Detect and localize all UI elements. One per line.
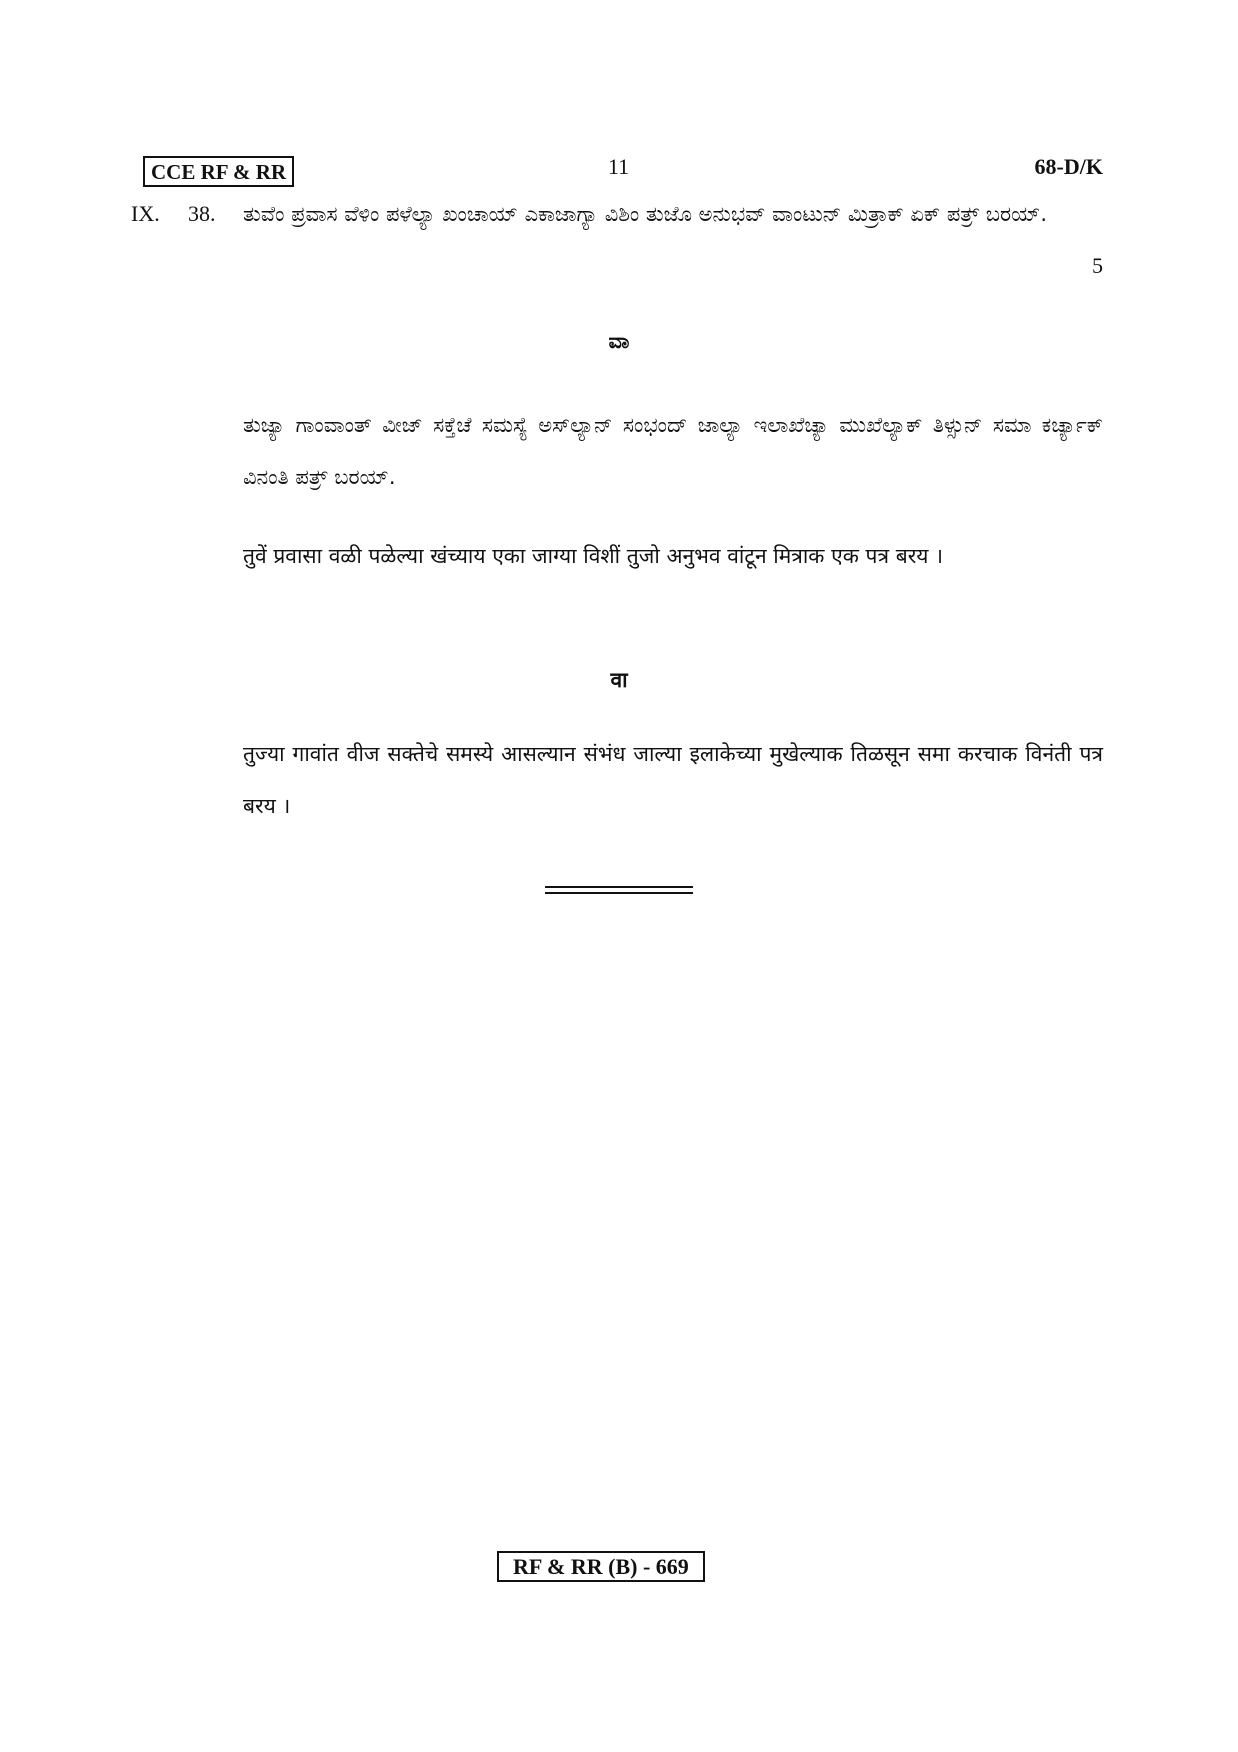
- or-separator-kannada: ವಾ: [608, 329, 630, 353]
- footer-code-box: RF & RR (B) - 669: [497, 1551, 705, 1582]
- rule-line-bottom: [545, 892, 693, 894]
- alternative-text-devanagari: तुज्या गावांत वीज सक्तेचे समस्ये आसल्यान संभंध जाल्या इलाकेच्या मुखेल्याक तिळसून समा करचाक विनंती पत्र बरय ।: [243, 742, 1103, 818]
- paper-code: 68-D/K: [1034, 154, 1103, 179]
- rule-line-top: [545, 886, 693, 888]
- question-number: 38.: [188, 201, 216, 226]
- end-of-section-rule: [545, 886, 693, 898]
- question-text-devanagari: तुवें प्रवासा वळी पळेल्या खंच्याय एका जाग्या विशीं तुजो अनुभव वांटून मित्राक एक पत्र बरय ।: [243, 544, 944, 568]
- page-number: 11: [608, 154, 630, 179]
- question-marks: 5: [1092, 253, 1103, 278]
- question-text-kannada-script: ತುವೆಂ ಪ್ರವಾಸ ವೆಳಿಂ ಪಳೆಲ್ಯಾ ಖಂಚಾಯ್ ಎಕಾಜಾಗ್ಯಾ ವಿಶಿಂ ತುಜೊ ಅನುಭವ್ ವಾಂಟುನ್ ಮಿತ್ರಾಕ್ ಏಕ್ ಪತ್ರ್ ಬರಯ್.: [243, 202, 1048, 226]
- exam-code-box: CCE RF & RR: [143, 156, 294, 187]
- section-number: IX.: [131, 201, 160, 226]
- alternative-text-kannada-script: ತುಜ್ಯಾ ಗಾಂವಾಂತ್ ವೀಜ್ ಸಕ್ತೆಚೆ ಸಮಸ್ಯೆ ಅಸ್‌ಲ್ಯಾನ್ ಸಂಭಂದ್ ಜಾಲ್ಯಾ ಇಲಾಖೆಚ್ಯಾ ಮುಖೆಲ್ಯಾಕ್ ತಿಳ್ಸುನ್ ಸಮಾ ಕರ್ಚ್ಯಾಕ್ ವಿನಂತಿ ಪತ್ರ್ ಬರಯ್.: [243, 413, 1103, 489]
- or-separator-devanagari: वा: [610, 668, 628, 692]
- page-header: [143, 152, 1103, 188]
